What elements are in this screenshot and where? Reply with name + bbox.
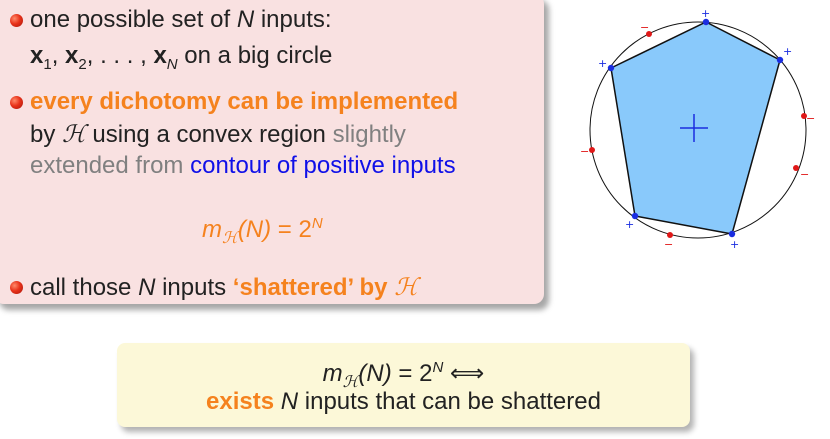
minus-label: − [800, 168, 810, 181]
bullet-1-line-2: $x_1$, $x_2$, . . . , $x_N$ on a big circle [30, 42, 333, 73]
plus-label: + [730, 238, 740, 251]
growth-function-formula: $m_ℋ(N) = 2^N$ [202, 215, 323, 247]
positive-point [608, 65, 614, 71]
negative-point [793, 165, 799, 171]
positive-point [729, 231, 735, 237]
plus-label: + [783, 45, 793, 58]
bullet-1-marker [10, 14, 23, 27]
minus-label: − [806, 112, 816, 125]
summary-statement: exists N inputs that can be shattered [206, 388, 601, 415]
bullet-2-marker [10, 96, 23, 109]
bullet-2-line-1: every dichotomy can be implemented [30, 88, 459, 115]
bullet-3-marker [10, 281, 23, 294]
summary-box [117, 343, 690, 427]
bullet-1-line-1: one possible set of N inputs: [30, 6, 332, 33]
bullet-3-line: call those N inputs ‘shattered’ by ℋ [30, 273, 418, 301]
negative-point [589, 147, 595, 153]
summary-formula: $m_ℋ(N) = 2^N$ ⟺ [322, 359, 485, 391]
shatter-diagram [578, 4, 828, 254]
plus-label: + [701, 7, 711, 20]
plus-label: + [598, 57, 608, 70]
minus-label: − [664, 238, 674, 251]
minus-label: − [580, 145, 590, 158]
bullet-2-line-3: extended from contour of positive inputs [30, 152, 456, 179]
plus-label: + [625, 218, 635, 231]
bullet-2-line-2: by ℋ using a convex region slightly [30, 120, 406, 148]
minus-label: − [640, 21, 650, 34]
